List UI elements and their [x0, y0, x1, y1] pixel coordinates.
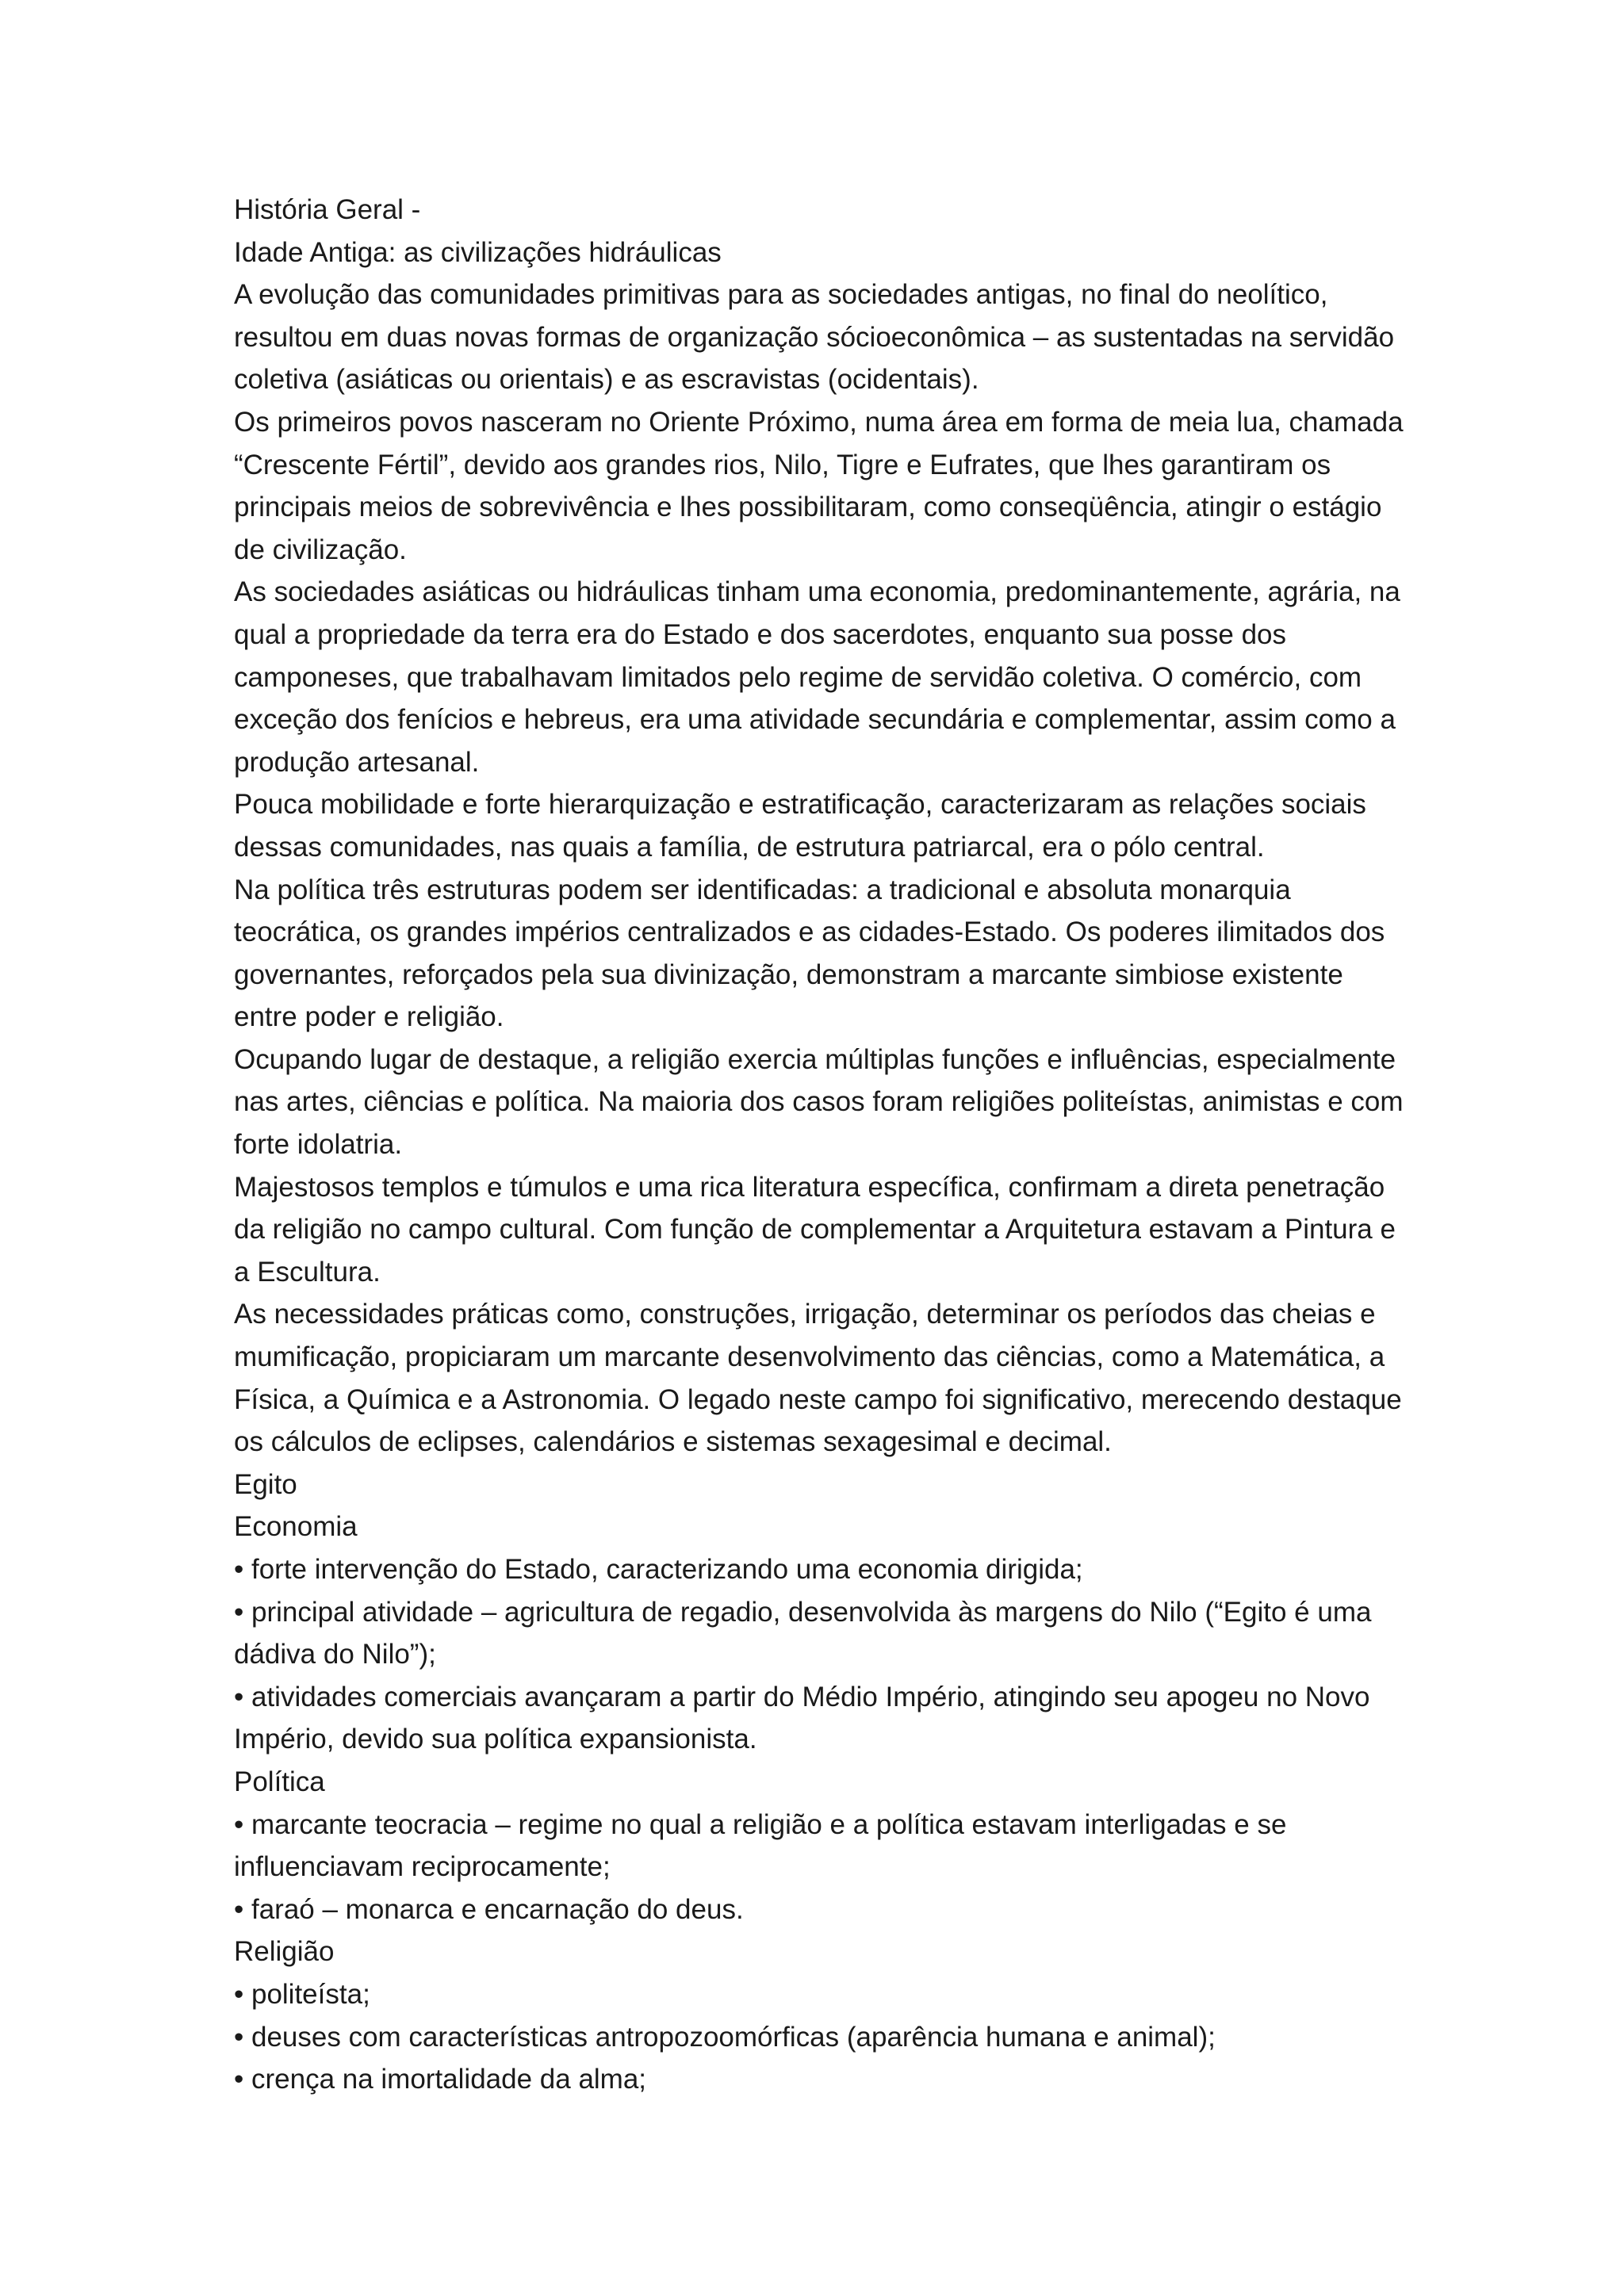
document-line: coletiva (asiáticas ou orientais) e as escravistas (ocidentais). — [234, 364, 979, 396]
document-line: • marcante teocracia – regime no qual a religião e a política estavam interligadas e se — [234, 1808, 1287, 1840]
document-line: • politeísta; — [234, 1978, 370, 2010]
document-line: Física, a Química e a Astronomia. O legado neste campo foi significativo, merecendo destaque — [234, 1383, 1402, 1415]
document-line: entre poder e religião. — [234, 1001, 504, 1033]
document-line: nas artes, ciências e política. Na maioria dos casos foram religiões politeístas, animistas e com — [234, 1086, 1404, 1118]
document-line: a Escultura. — [234, 1256, 381, 1288]
document-line: Império, devido sua política expansionista. — [234, 1724, 757, 1755]
document-line: • principal atividade – agricultura de regadio, desenvolvida às margens do Nilo (“Egito é uma — [234, 1596, 1372, 1628]
document-line: • deuses com características antropozoomórficas (aparência humana e animal); — [234, 2021, 1216, 2053]
document-line: exceção dos fenícios e hebreus, era uma atividade secundária e complementar, assim como a — [234, 704, 1396, 736]
document-line: qual a propriedade da terra era do Estado e dos sacerdotes, enquanto sua posse dos — [234, 618, 1287, 650]
document-body — [234, 189, 1423, 2101]
document-line: os cálculos de eclipses, calendários e sistemas sexagesimal e decimal. — [234, 1426, 1112, 1458]
document-line: influenciavam reciprocamente; — [234, 1851, 611, 1883]
document-line: As necessidades práticas como, construções, irrigação, determinar os períodos das cheias e — [234, 1299, 1376, 1330]
document-line: As sociedades asiáticas ou hidráulicas tinham uma economia, predominantemente, agrária, na — [234, 576, 1400, 608]
document-line: Os primeiros povos nasceram no Oriente Próximo, numa área em forma de meia lua, chamada — [234, 406, 1404, 438]
document-line: • atividades comerciais avançaram a partir do Médio Império, atingindo seu apogeu no Novo — [234, 1681, 1370, 1712]
document-line: Egito — [234, 1468, 297, 1500]
document-line: Religião — [234, 1936, 335, 1968]
document-line: Idade Antiga: as civilizações hidráulicas — [234, 236, 722, 268]
document-line: Majestosos templos e túmulos e uma rica literatura específica, confirmam a direta penetração — [234, 1171, 1385, 1203]
document-line: Economia — [234, 1511, 358, 1543]
document-line: governantes, reforçados pela sua divinização, demonstram a marcante simbiose existente — [234, 959, 1343, 990]
document-line: camponeses, que trabalhavam limitados pelo regime de servidão coletiva. O comércio, com — [234, 661, 1362, 693]
document-line: Ocupando lugar de destaque, a religião exercia múltiplas funções e influências, especialmente — [234, 1043, 1396, 1075]
document-line: • faraó – monarca e encarnação do deus. — [234, 1893, 744, 1925]
document-line: resultou em duas novas formas de organização sócioeconômica – as sustentadas na servidão — [234, 321, 1395, 353]
document-line: de civilização. — [234, 534, 407, 565]
document-line: mumificação, propiciaram um marcante desenvolvimento das ciências, como a Matemática, a — [234, 1341, 1385, 1373]
document-line: Pouca mobilidade e forte hierarquização e estratificação, caracterizaram as relações sociais — [234, 789, 1366, 821]
document-line: A evolução das comunidades primitivas para as sociedades antigas, no final do neolítico, — [234, 279, 1328, 311]
document-line: forte idolatria. — [234, 1129, 403, 1161]
document-line: • forte intervenção do Estado, caracterizando uma economia dirigida; — [234, 1554, 1083, 1585]
document-line: da religião no campo cultural. Com função de complementar a Arquitetura estavam a Pintura e — [234, 1214, 1396, 1246]
document-line: Política — [234, 1766, 325, 1797]
document-line: História Geral - — [234, 194, 421, 225]
document-line: “Crescente Fértil”, devido aos grandes rios, Nilo, Tigre e Eufrates, que lhes garantiram os — [234, 449, 1331, 480]
document-line: dádiva do Nilo”); — [234, 1639, 436, 1670]
document-line: produção artesanal. — [234, 746, 480, 778]
document-line: teocrática, os grandes impérios centralizados e as cidades-Estado. Os poderes ilimitados dos — [234, 916, 1385, 948]
document-line: • crença na imortalidade da alma; — [234, 2064, 647, 2095]
document-line: Na política três estruturas podem ser identificadas: a tradicional e absoluta monarquia — [234, 874, 1291, 905]
document-line: dessas comunidades, nas quais a família, de estrutura patriarcal, era o pólo central. — [234, 831, 1265, 863]
document-line: principais meios de sobrevivência e lhes possibilitaram, como conseqüência, atingir o estágio — [234, 492, 1382, 523]
